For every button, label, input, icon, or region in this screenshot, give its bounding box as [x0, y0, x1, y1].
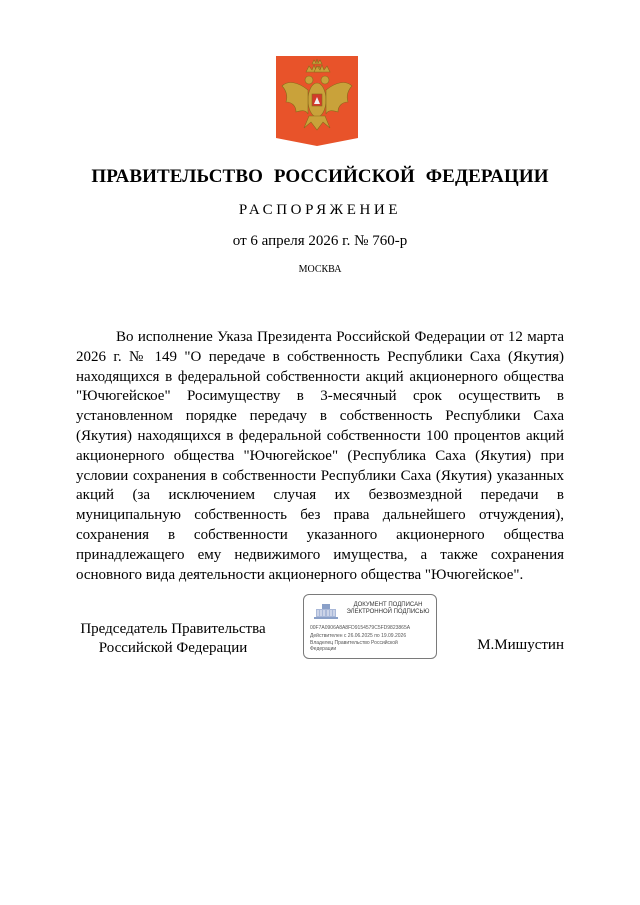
order-text: Во исполнение Указа Президента Российской Федерации от 12 марта 2026 г. № 149 "О передаче в собственность Республики Саха (Якутия) находящихся в федеральной собственности акций акционерного общества "Ючюгейское" Росимуществу в 3-месячный срок осуществить в установленном порядке передачу в собственность Республики Саха (Якутия) находящихся в федеральной собственности 100 процентов акций акционерного общества "Ючюгейское" (Республика Саха (Якутия) при условии сохранения в собственности Республики Саха (Якутия) указанных акций (за исключением случая их безвозмездной передачи в муниципальную собственность без права дальнейшего отчуждения), сохранения в собственности указанного акционерного общества принадлежащего ему недвижимого имущества, а также сохранения основного вида деятельности акционерного общества "Ючюгейское". [76, 329, 564, 583]
document-type: РАСПОРЯЖЕНИЕ [238, 202, 402, 218]
stamp-heading [342, 602, 434, 616]
electronic-signature-stamp [303, 594, 437, 659]
coat-of-arms-emblem [276, 56, 358, 146]
stamp-owner-line2: Федерации [310, 646, 337, 652]
document-date-number: от 6 апреля 2026 г. № 760-р [232, 233, 408, 249]
signatory-title-line1: Председатель Правительства [80, 621, 266, 637]
government-title: ПРАВИТЕЛЬСТВО РОССИЙСКОЙ ФЕДЕРАЦИИ [91, 166, 549, 187]
stamp-owner-line1: Владелец Правительство Российской [310, 640, 398, 646]
signatory-name: М.Мишустин [477, 637, 564, 653]
signatory-title [76, 620, 270, 658]
signatory-title-line2: Российской Федерации [98, 640, 248, 656]
stamp-heading-line2: ЭЛЕКТРОННОЙ ПОДПИСЬЮ [346, 609, 430, 615]
stamp-validity: Действителен с 26.06.2025 по 19.09.2026 [310, 633, 407, 639]
stamp-certificate: 00F7A0906A8A8FD9154579C5FD9823865A [310, 625, 411, 631]
document-city: МОСКВА [298, 264, 342, 275]
stamp-heading-line1: ДОКУМЕНТ ПОДПИСАН [353, 602, 423, 608]
government-building-icon [312, 601, 340, 621]
